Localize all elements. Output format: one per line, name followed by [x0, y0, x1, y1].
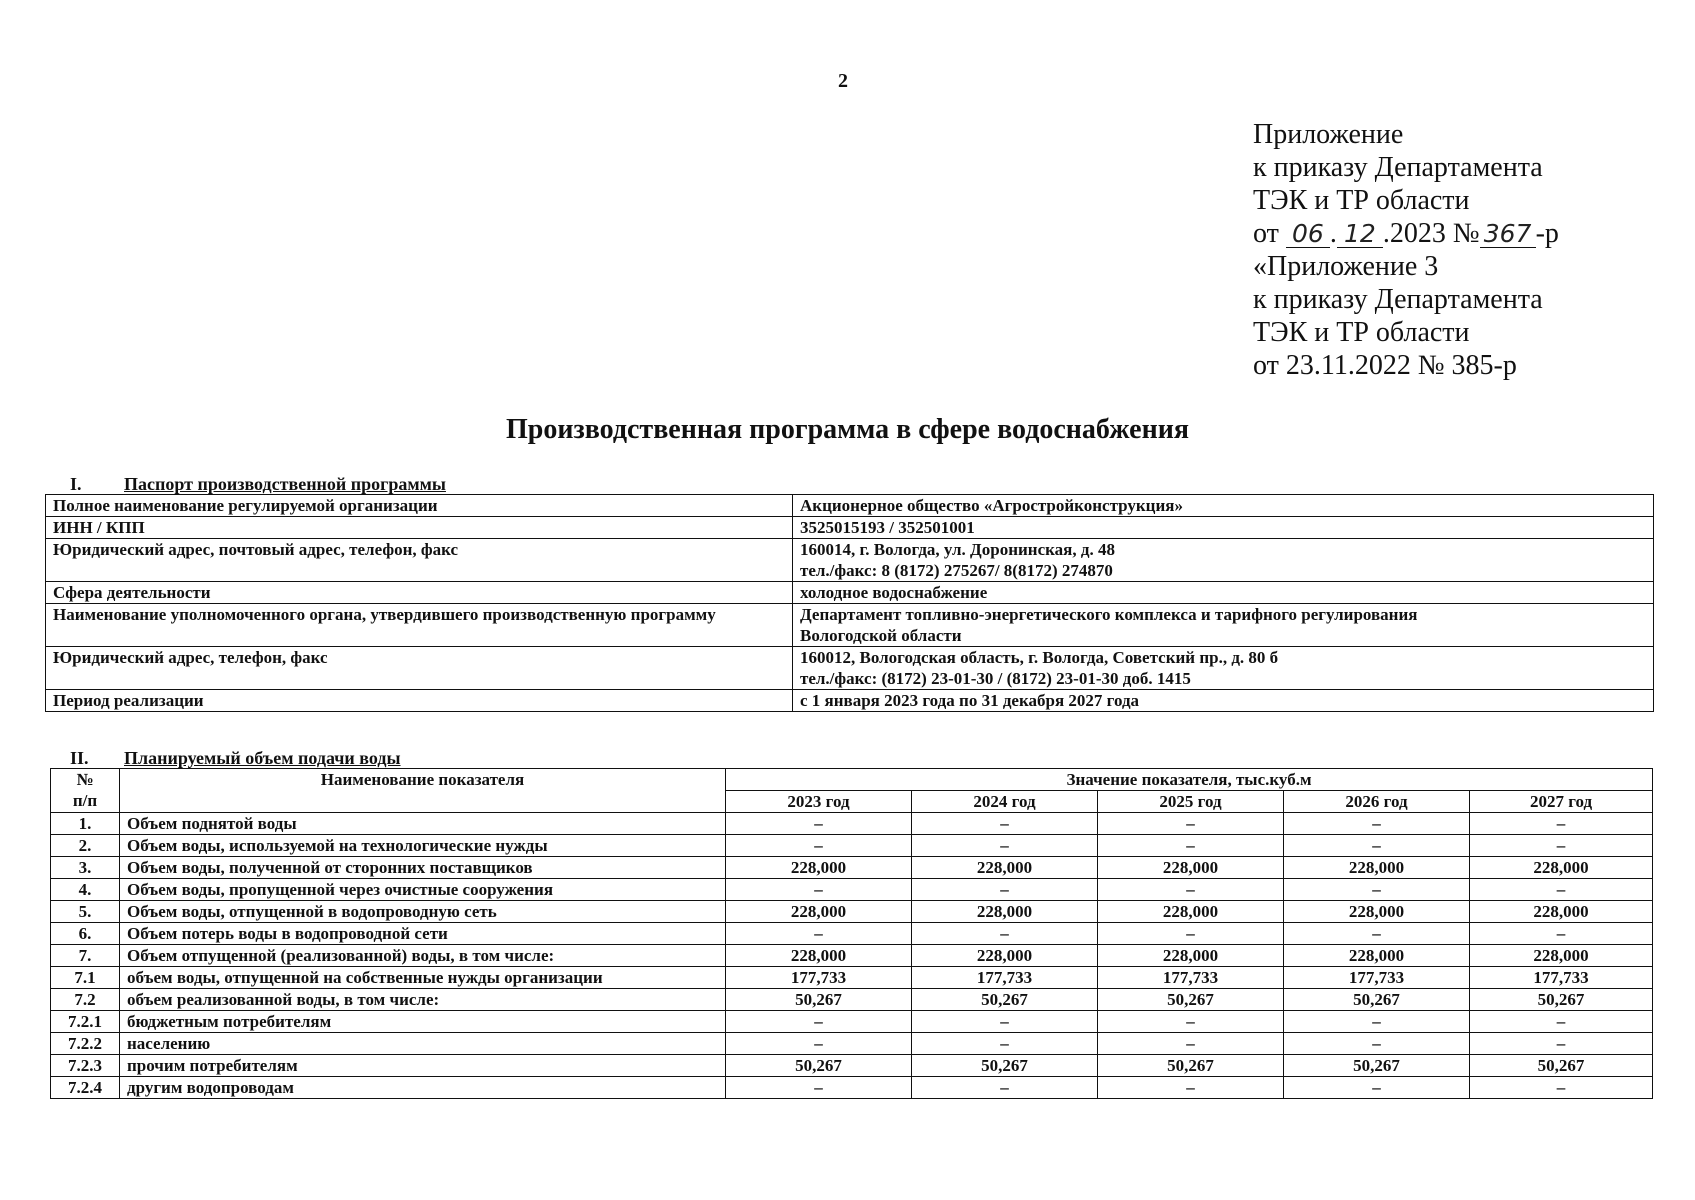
value-cell: 228,000 [726, 857, 912, 879]
passport-value: 160012, Вологодская область, г. Вологда, Советский пр., д. 80 б тел./факс: (8172) 23-01-30 / (8172) 23-01-30 доб. 1415 [793, 647, 1654, 690]
value-cell: 228,000 [1470, 945, 1653, 967]
value-cell: – [912, 813, 1098, 835]
value-cell: – [1470, 1011, 1653, 1033]
table-row [51, 1077, 1653, 1099]
passport-value: с 1 января 2023 года по 31 декабря 2027 года [793, 690, 1654, 712]
row-number: 5. [51, 901, 120, 923]
value-cell: – [912, 835, 1098, 857]
value-cell: – [1470, 923, 1653, 945]
value-cell: – [1098, 1011, 1284, 1033]
value-cell: – [726, 813, 912, 835]
passport-row [46, 690, 1654, 712]
order-number-handwritten: 367 [1480, 221, 1536, 248]
value-cell: 228,000 [1284, 945, 1470, 967]
value-cell: – [1470, 835, 1653, 857]
passport-row [46, 495, 1654, 517]
value-cell: 50,267 [912, 1055, 1098, 1077]
value-cell: – [726, 879, 912, 901]
value-cell: – [1284, 1077, 1470, 1099]
row-number: 7.1 [51, 967, 120, 989]
value-cell: – [912, 1077, 1098, 1099]
order-month-handwritten: 12 [1337, 221, 1383, 248]
value-cell: 50,267 [1470, 989, 1653, 1011]
appendix-line: от 23.11.2022 № 385-р [1253, 350, 1517, 381]
row-number: 7.2.4 [51, 1077, 120, 1099]
value-cell: 50,267 [726, 989, 912, 1011]
value-cell: 50,267 [1098, 989, 1284, 1011]
value-cell: 50,267 [1284, 1055, 1470, 1077]
table-row [51, 879, 1653, 901]
passport-label: ИНН / КПП [46, 517, 793, 539]
value-cell: 228,000 [726, 901, 912, 923]
value-cell: – [912, 879, 1098, 901]
passport-row [46, 582, 1654, 604]
value-cell: – [1284, 1011, 1470, 1033]
passport-label: Наименование уполномоченного органа, утвердившего производственную программу [46, 604, 793, 647]
value-cell: – [1470, 813, 1653, 835]
value-cell: 228,000 [726, 945, 912, 967]
value-cell: – [726, 923, 912, 945]
table-row [51, 813, 1653, 835]
value-cell: 177,733 [726, 967, 912, 989]
table-row [51, 835, 1653, 857]
year-header: 2025 год [1098, 791, 1284, 813]
section2-heading [50, 748, 401, 769]
appendix-line: Приложение [1253, 119, 1404, 150]
passport-label: Полное наименование регулируемой организации [46, 495, 793, 517]
row-number: 7. [51, 945, 120, 967]
section2-number: II. [70, 748, 89, 768]
passport-value: Департамент топливно-энергетического комплекса и тарифного регулирования Вологодской области [793, 604, 1654, 647]
section2-title: Планируемый объем подачи воды [124, 748, 401, 768]
value-cell: – [1284, 1033, 1470, 1055]
table-row [51, 1055, 1653, 1077]
order-prefix: от [1253, 218, 1279, 249]
value-cell: 228,000 [1284, 901, 1470, 923]
section1-title: Паспорт производственной программы [124, 474, 446, 494]
passport-value: Акционерное общество «Агростройконструкция» [793, 495, 1654, 517]
row-number: 2. [51, 835, 120, 857]
table-row [51, 989, 1653, 1011]
row-number: 6. [51, 923, 120, 945]
value-cell: 228,000 [912, 901, 1098, 923]
value-cell: – [912, 923, 1098, 945]
order-suffix: -р [1535, 218, 1559, 249]
row-number: 4. [51, 879, 120, 901]
indicator-name: Объем поднятой воды [120, 813, 726, 835]
indicator-name: Объем отпущенной (реализованной) воды, в том числе: [120, 945, 726, 967]
value-cell: – [1284, 923, 1470, 945]
indicator-name: другим водопроводам [120, 1077, 726, 1099]
indicator-name: объем реализованной воды, в том числе: [120, 989, 726, 1011]
indicator-name: Объем воды, пропущенной через очистные сооружения [120, 879, 726, 901]
value-cell: 228,000 [1098, 857, 1284, 879]
value-cell: – [726, 1033, 912, 1055]
indicator-name: Объем воды, используемой на технологические нужды [120, 835, 726, 857]
table-row [51, 1033, 1653, 1055]
year-header: 2026 год [1284, 791, 1470, 813]
value-cell: 228,000 [1098, 945, 1284, 967]
value-cell: 228,000 [1470, 901, 1653, 923]
value-cell: 50,267 [1284, 989, 1470, 1011]
value-cell: – [912, 1033, 1098, 1055]
passport-value: 160014, г. Вологда, ул. Доронинская, д. 48 тел./факс: 8 (8172) 275267/ 8(8172) 274870 [793, 539, 1654, 582]
row-number: 7.2.2 [51, 1033, 120, 1055]
indicator-name: населению [120, 1033, 726, 1055]
value-cell: – [1098, 1033, 1284, 1055]
row-number: 3. [51, 857, 120, 879]
value-cell: – [726, 1011, 912, 1033]
value-cell: 228,000 [912, 945, 1098, 967]
value-cell: 50,267 [912, 989, 1098, 1011]
appendix-line: к приказу Департамента [1253, 284, 1543, 315]
section1-number: I. [70, 474, 82, 494]
column-header-number: № п/п [51, 769, 120, 813]
passport-label: Сфера деятельности [46, 582, 793, 604]
passport-label: Юридический адрес, почтовый адрес, телефон, факс [46, 539, 793, 582]
year-header: 2024 год [912, 791, 1098, 813]
value-cell: – [912, 1011, 1098, 1033]
appendix-line: ТЭК и ТР области [1253, 185, 1470, 216]
value-cell: 177,733 [1284, 967, 1470, 989]
value-cell: – [1470, 879, 1653, 901]
document-title: Производственная программа в сфере водоснабжения [505, 414, 1190, 445]
indicator-name: бюджетным потребителям [120, 1011, 726, 1033]
value-cell: 50,267 [1470, 1055, 1653, 1077]
column-header-indicator: Наименование показателя [120, 769, 726, 813]
order-day-handwritten: 06 [1286, 221, 1330, 248]
order-date-line: от 06 . 12 .2023 № 367 -р [1253, 218, 1559, 249]
value-cell: – [1284, 835, 1470, 857]
passport-label: Период реализации [46, 690, 793, 712]
value-cell: 228,000 [912, 857, 1098, 879]
year-header: 2027 год [1470, 791, 1653, 813]
row-number: 7.2.1 [51, 1011, 120, 1033]
water-volume-table [50, 768, 1653, 1099]
value-cell: 177,733 [1470, 967, 1653, 989]
appendix-line: ТЭК и ТР области [1253, 317, 1470, 348]
value-cell: – [1284, 879, 1470, 901]
value-cell: – [1098, 835, 1284, 857]
table-row [51, 857, 1653, 879]
appendix-block [1253, 118, 1559, 382]
value-cell: 177,733 [1098, 967, 1284, 989]
value-cell: 228,000 [1284, 857, 1470, 879]
passport-label: Юридический адрес, телефон, факс [46, 647, 793, 690]
value-cell: – [1284, 813, 1470, 835]
table-row [51, 1011, 1653, 1033]
indicator-name: прочим потребителям [120, 1055, 726, 1077]
passport-value: холодное водоснабжение [793, 582, 1654, 604]
value-cell: 177,733 [912, 967, 1098, 989]
appendix-line: к приказу Департамента [1253, 152, 1543, 183]
row-number: 7.2.3 [51, 1055, 120, 1077]
value-cell: 50,267 [726, 1055, 912, 1077]
value-cell: – [1098, 813, 1284, 835]
year-header: 2023 год [726, 791, 912, 813]
value-cell: – [726, 1077, 912, 1099]
indicator-name: объем воды, отпущенной на собственные нужды организации [120, 967, 726, 989]
passport-value: 3525015193 / 352501001 [793, 517, 1654, 539]
value-cell: – [1098, 1077, 1284, 1099]
order-year-part: .2023 № [1382, 218, 1480, 249]
indicator-name: Объем потерь воды в водопроводной сети [120, 923, 726, 945]
table-row [51, 967, 1653, 989]
indicator-name: Объем воды, полученной от сторонних поставщиков [120, 857, 726, 879]
passport-row [46, 647, 1654, 690]
value-cell: – [1098, 923, 1284, 945]
passport-row [46, 539, 1654, 582]
appendix-line: «Приложение 3 [1253, 251, 1439, 282]
value-cell: – [1470, 1077, 1653, 1099]
value-cell: – [1470, 1033, 1653, 1055]
value-cell: – [1098, 879, 1284, 901]
column-header-value-group: Значение показателя, тыс.куб.м [726, 769, 1653, 791]
table-row [51, 923, 1653, 945]
passport-table [45, 494, 1654, 712]
section1-heading [50, 474, 446, 495]
value-cell: 50,267 [1098, 1055, 1284, 1077]
value-cell: 228,000 [1470, 857, 1653, 879]
table-row [51, 901, 1653, 923]
passport-row [46, 604, 1654, 647]
value-cell: – [726, 835, 912, 857]
indicator-name: Объем воды, отпущенной в водопроводную сеть [120, 901, 726, 923]
passport-row [46, 517, 1654, 539]
row-number: 7.2 [51, 989, 120, 1011]
row-number: 1. [51, 813, 120, 835]
table-row [51, 945, 1653, 967]
value-cell: 228,000 [1098, 901, 1284, 923]
page-number: 2 [838, 70, 848, 92]
